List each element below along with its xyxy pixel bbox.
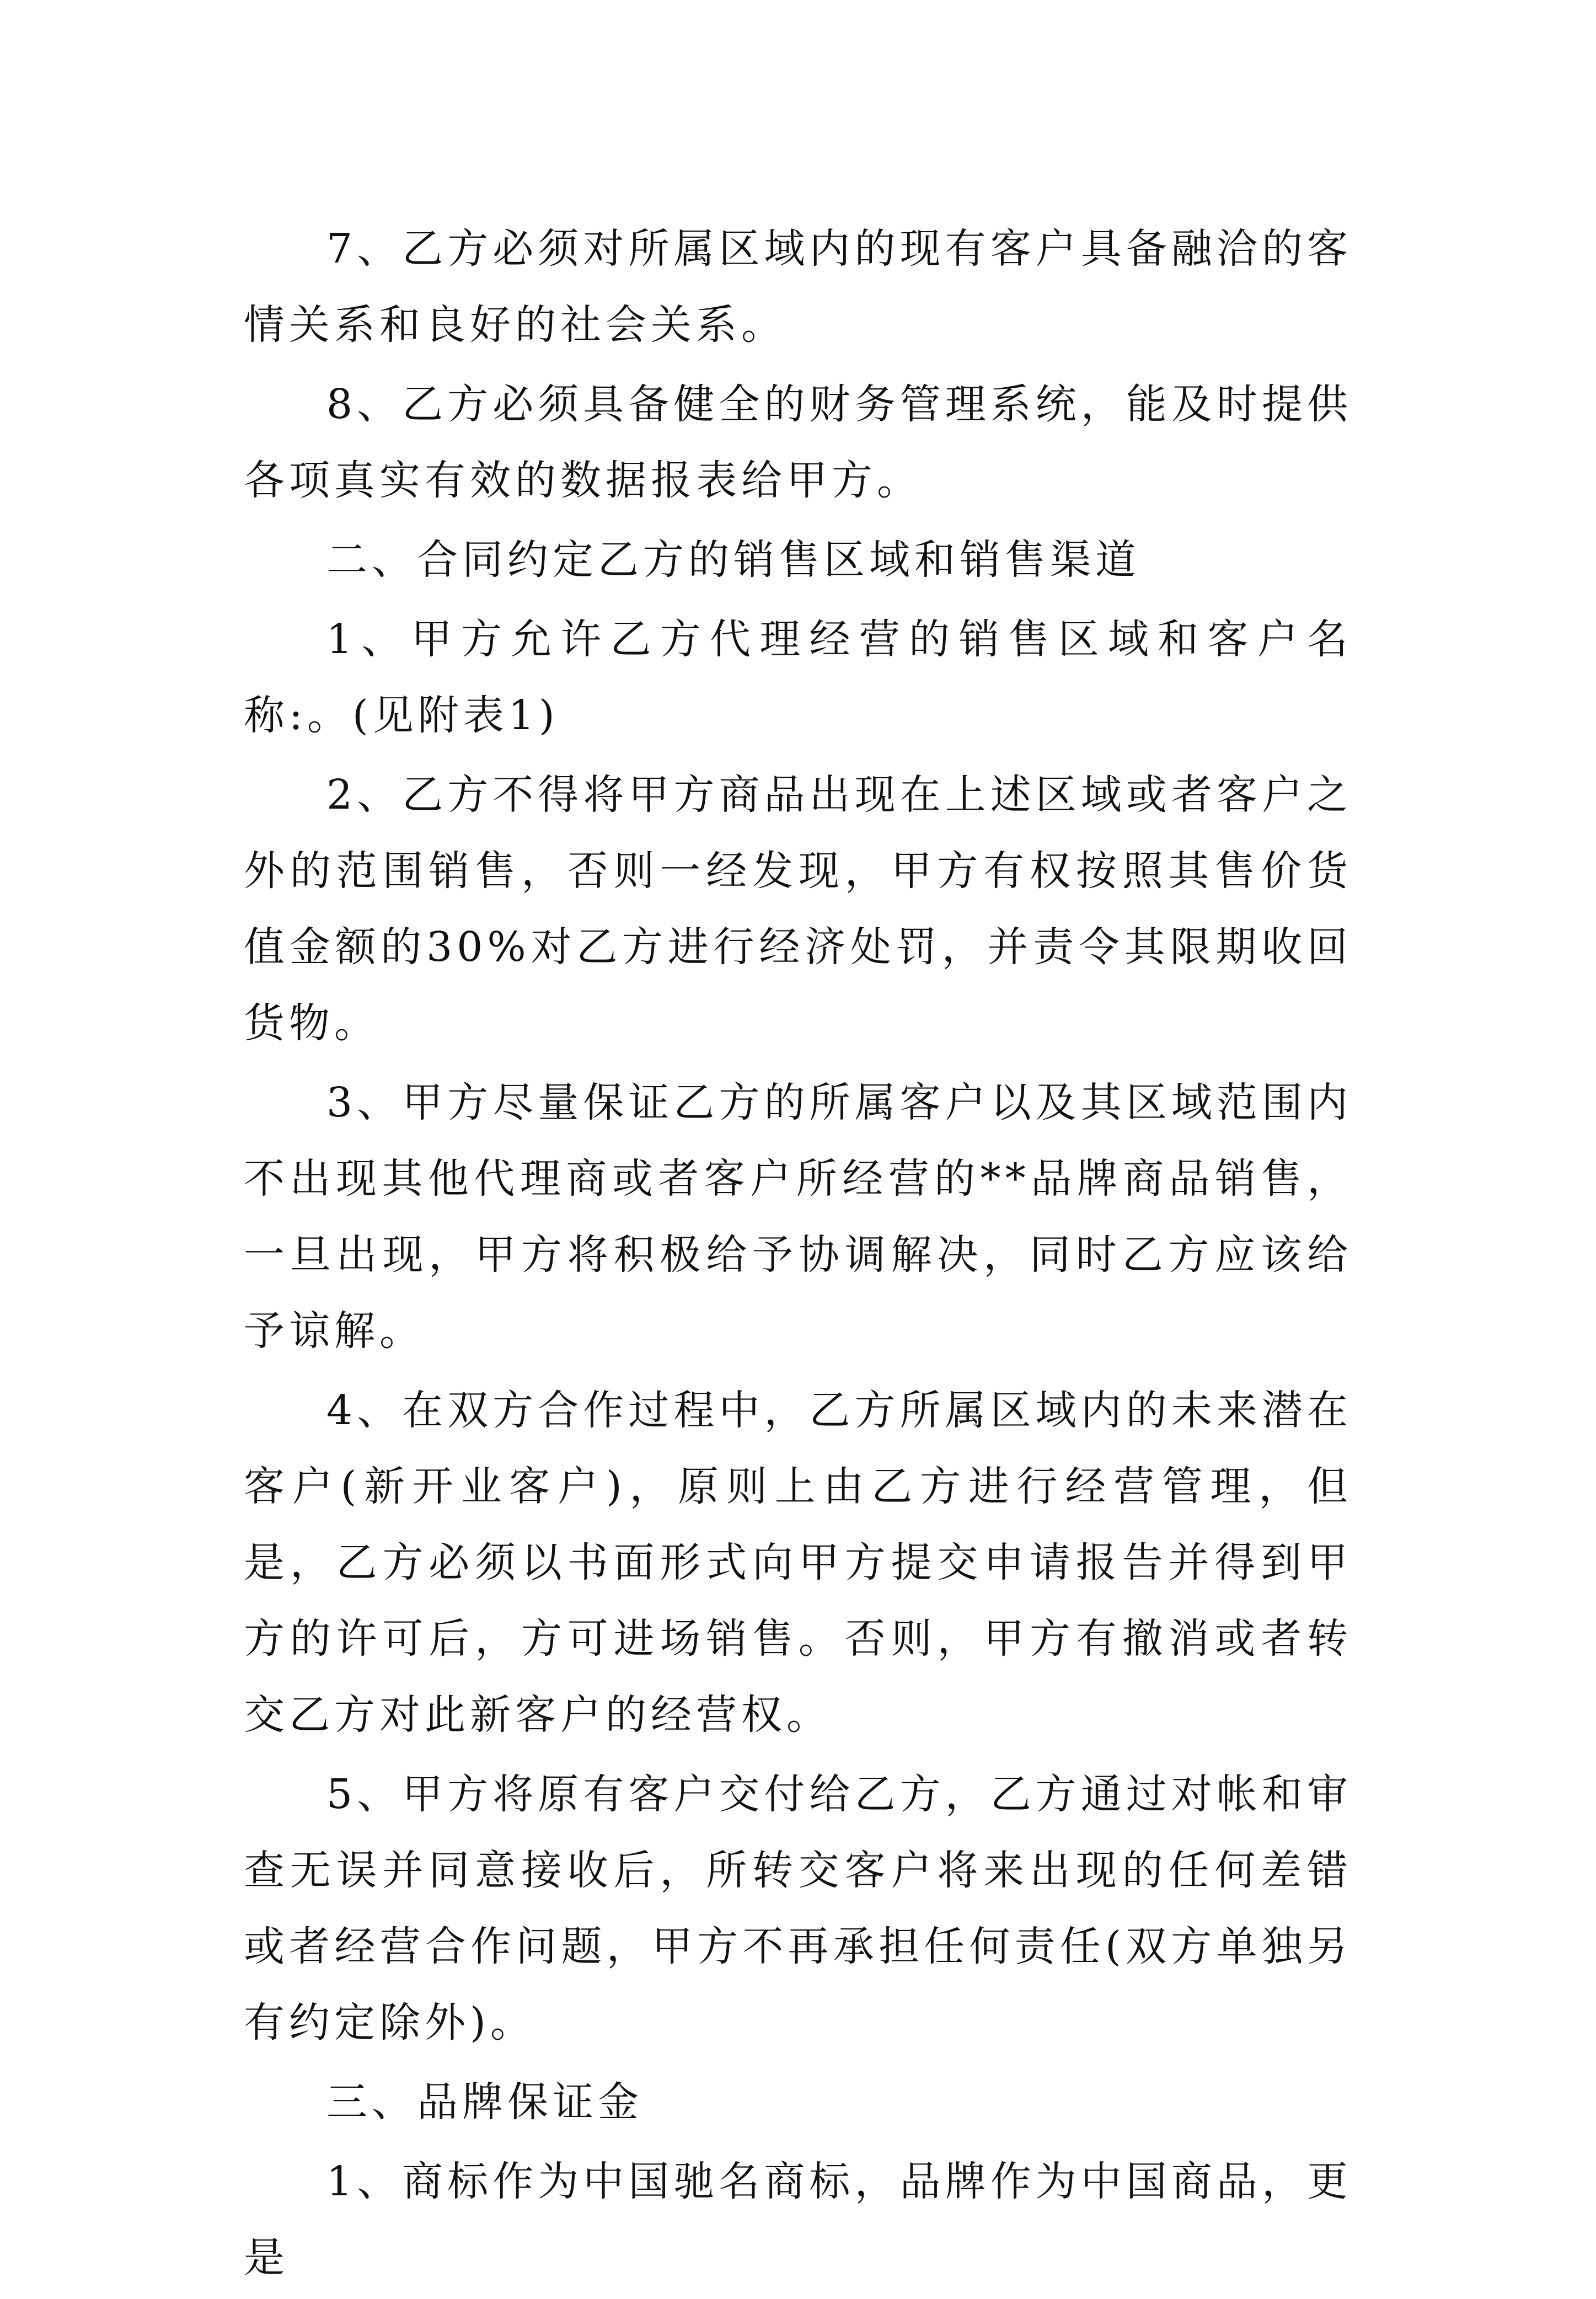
paragraph-deposit-clause-1: 1、商标作为中国驰名商标，品牌作为中国商品，更是 — [244, 2158, 1352, 2281]
paragraph-region-clause-5: 5、甲方将原有客户交付给乙方，乙方通过对帐和审查无误并同意接收后，所转交客户将来出现的任何差错或者经营合作问题，甲方不再承担任何责任(双方单独另有约定除外)。 — [244, 1771, 1352, 2046]
paragraph-region-clause-1: 1、甲方允许乙方代理经营的销售区域和客户名称:。(见附表1) — [244, 616, 1352, 739]
paragraph-region-clause-4: 4、在双方合作过程中，乙方所属区域内的未来潜在客户(新开业客户)，原则上由乙方进行经营管理，但是，乙方必须以书面形式向甲方提交申请报告并得到甲方的许可后，方可进场销售。否则，甲方有撤消或者转交乙方对此新客户的经营权。 — [244, 1387, 1352, 1739]
paragraph-region-clause-3: 3、甲方尽量保证乙方的所属客户以及其区域范围内不出现其他代理商或者客户所经营的**品牌商品销售，一旦出现，甲方将积极给予协调解决，同时乙方应该给予谅解。 — [244, 1079, 1352, 1355]
section-heading-sales-region: 二、合同约定乙方的销售区域和销售渠道 — [326, 536, 1140, 584]
section-heading-brand-deposit: 三、品牌保证金 — [326, 2078, 643, 2126]
paragraph-clause-8: 8、乙方必须具备健全的财务管理系统，能及时提供各项真实有效的数据报表给甲方。 — [244, 381, 1352, 504]
paragraph-clause-7: 7、乙方必须对所属区域内的现有客户具备融洽的客情关系和良好的社会关系。 — [244, 225, 1352, 349]
contract-text — [244, 211, 1352, 2299]
paragraph-region-clause-2: 2、乙方不得将甲方商品出现在上述区域或者客户之外的范围销售，否则一经发现，甲方有权按照其售价货值金额的30%对乙方进行经济处罚，并责令其限期收回货物。 — [244, 771, 1352, 1047]
